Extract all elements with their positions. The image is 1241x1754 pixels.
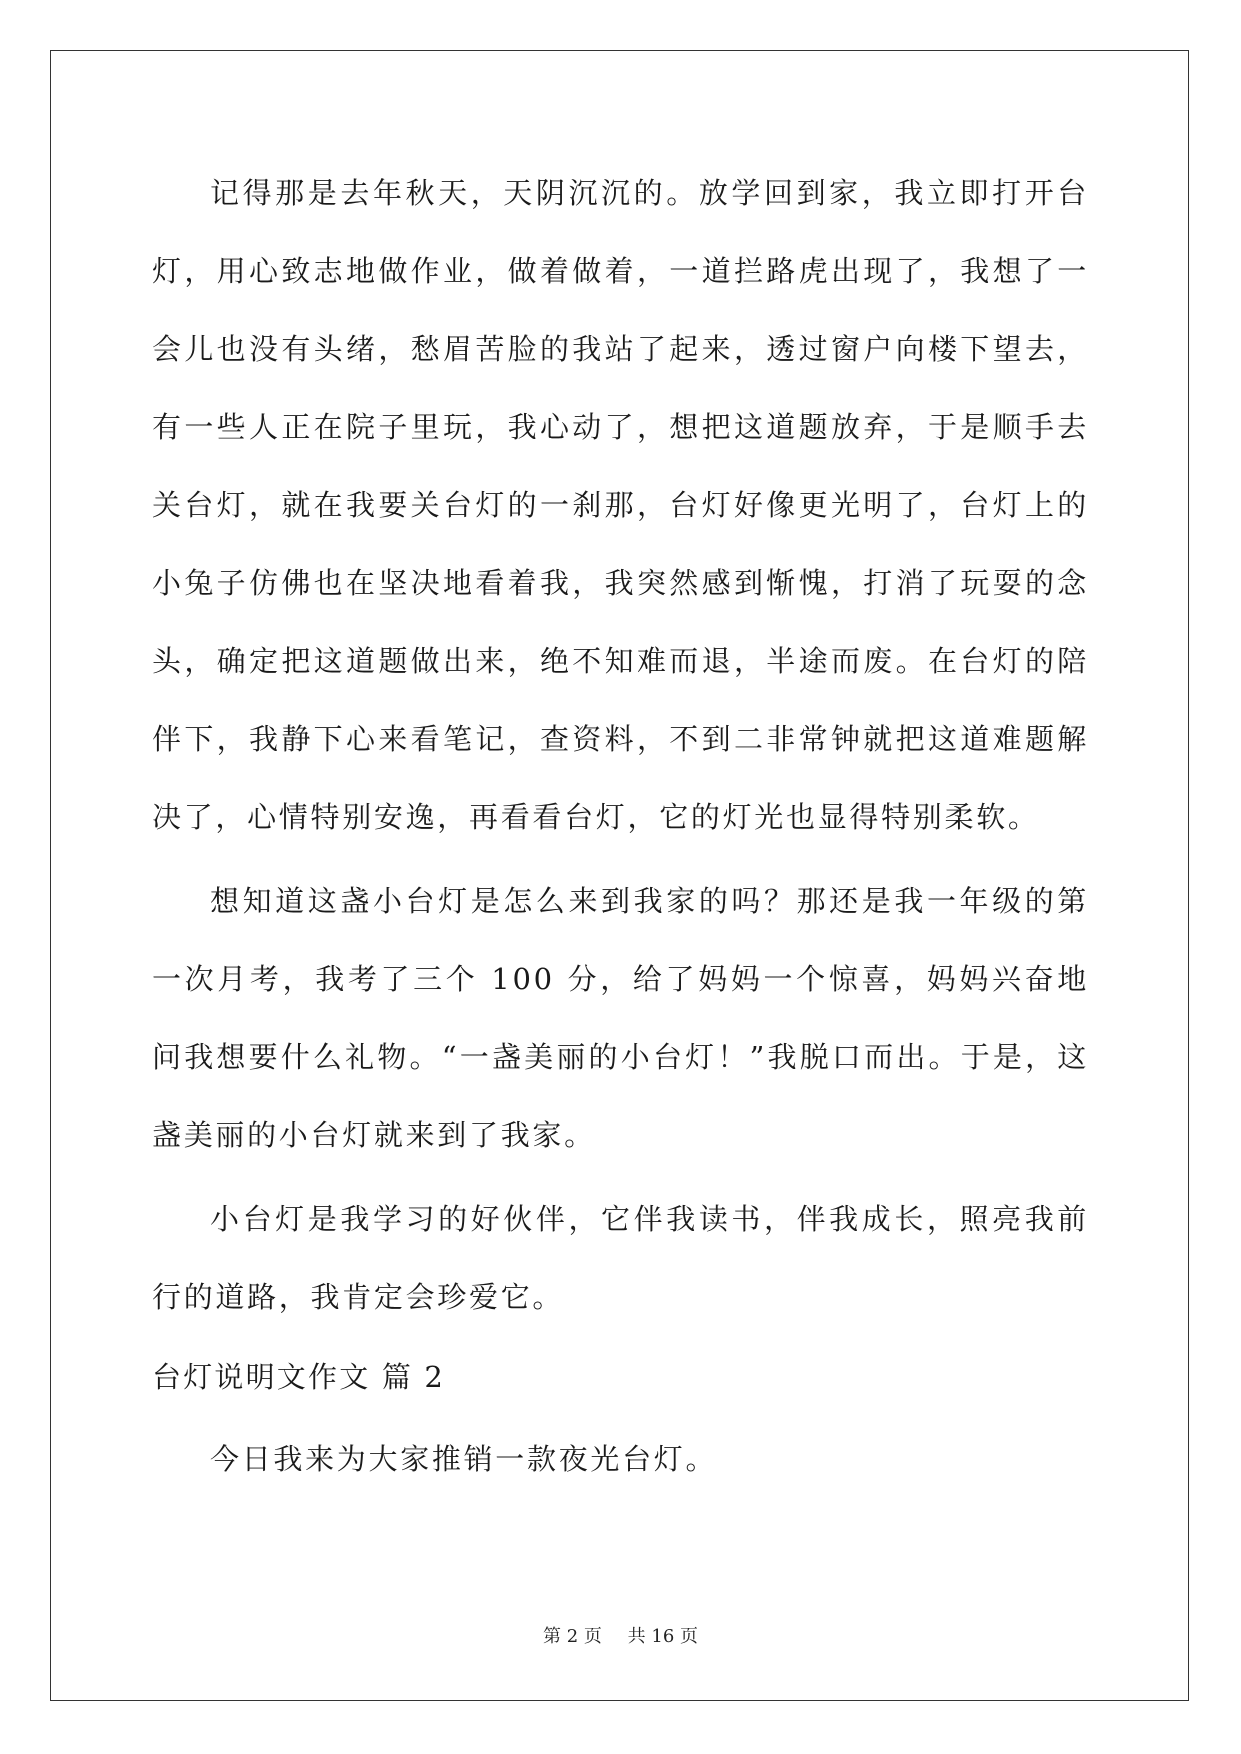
page-number: 第 2 页 — [543, 1626, 602, 1647]
document-body — [152, 154, 1089, 1504]
page-total: 共 16 页 — [627, 1626, 698, 1647]
paragraph: 今日我来为大家推销一款夜光台灯。 — [210, 1442, 718, 1476]
section-heading: 台灯说明文作文 篇 2 — [152, 1360, 446, 1394]
page-footer — [0, 1622, 1241, 1648]
paragraph: 想知道这盏小台灯是怎么来到我家的吗？那还是我一年级的第一次月考，我考了三个 100 分，给了妈妈一个惊喜，妈妈兴奋地问我想要什么礼物。“一盏美丽的小台灯！”我脱口而出。于是，这盏美丽的小台灯就来到了我家。 — [152, 884, 1089, 1152]
paragraph: 记得那是去年秋天，天阴沉沉的。放学回到家，我立即打开台灯，用心致志地做作业，做着做着，一道拦路虎出现了，我想了一会儿也没有头绪，愁眉苦脸的我站了起来，透过窗户向楼下望去，有一些人正在院子里玩，我心动了，想把这道题放弃，于是顺手去关台灯，就在我要关台灯的一刹那，台灯好像更光明了，台灯上的小兔子仿佛也在坚决地看着我，我突然感到惭愧，打消了玩耍的念头，确定把这道题做出来，绝不知难而退，半途而废。在台灯的陪伴下，我静下心来看笔记，查资料，不到二非常钟就把这道难题解决了，心情特别安逸，再看看台灯，它的灯光也显得特别柔软。 — [152, 176, 1089, 834]
paragraph: 小台灯是我学习的好伙伴，它伴我读书，伴我成长，照亮我前行的道路，我肯定会珍爱它。 — [152, 1202, 1089, 1314]
